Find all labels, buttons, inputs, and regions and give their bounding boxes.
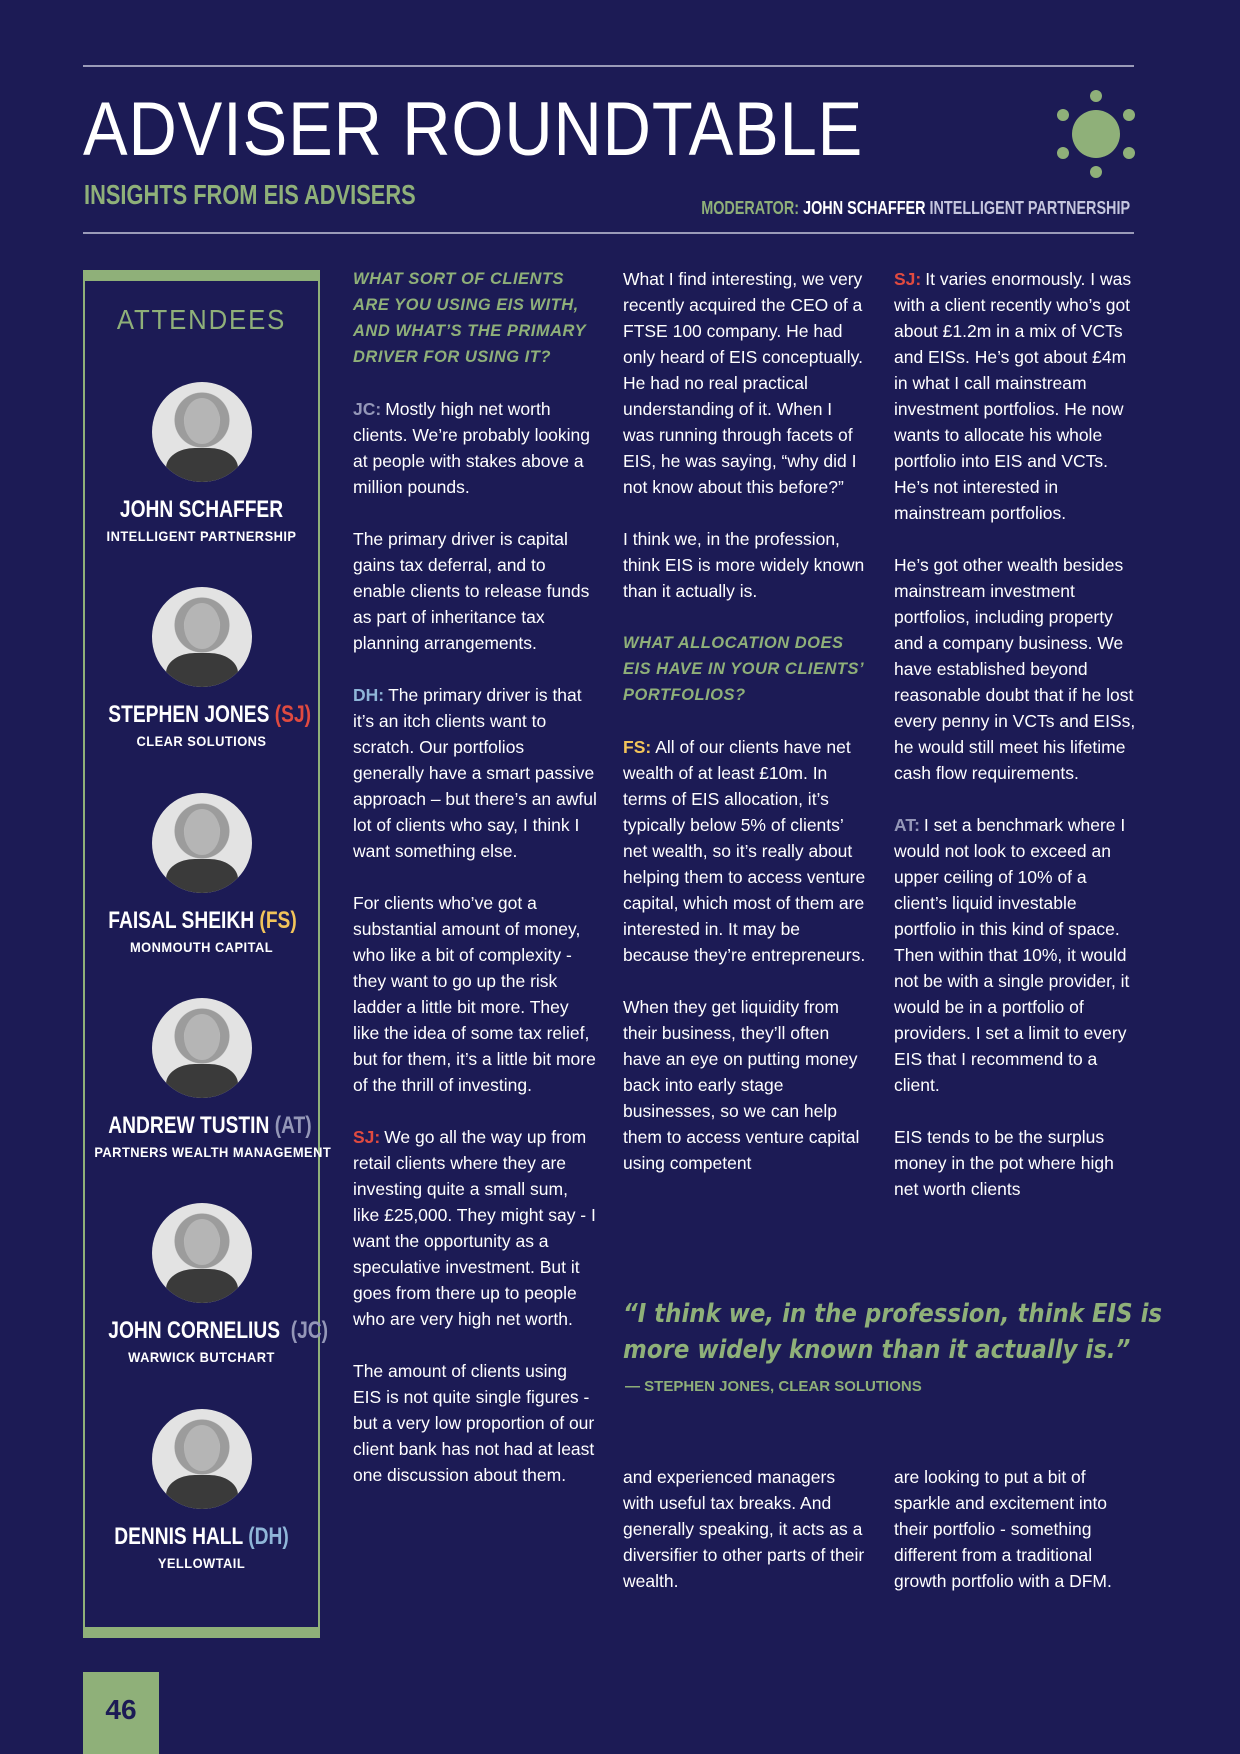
speaker-tag: DH: [353, 685, 385, 705]
panel-bottom-bar [83, 1627, 320, 1638]
page-number: 46 [105, 1694, 137, 1725]
sun-icon [1054, 88, 1138, 180]
paragraph: I think we, in the profession, think EIS is more widely known than it actually is. [623, 529, 865, 601]
pull-quote-line: more widely known than it actually is.” [623, 1335, 1131, 1365]
text-column-2 [623, 266, 868, 1176]
attendee-name: ANDREW TUSTIN (AT) [108, 1112, 312, 1139]
attendee-name: STEPHEN JONES (SJ) [108, 701, 312, 728]
attendee-card [85, 998, 332, 1160]
attendee-org: INTELLIGENT PARTNERSHIP [106, 528, 297, 544]
attendee-name: FAISAL SHEIKH (FS) [108, 907, 297, 934]
header-bottom-rule [83, 232, 1134, 234]
attendees-heading: ATTENDEES [116, 304, 287, 335]
pull-quote [623, 1296, 1163, 1368]
attendee-initials: (AT) [274, 1112, 312, 1139]
paragraph: and experienced managers with useful tax breaks. And generally speaking, it acts as a diversifier to other parts of their wealth. [623, 1467, 865, 1591]
paragraph: JC: Mostly high net worth clients. We’re probably looking at people with stakes above a million pounds. [353, 399, 591, 497]
paragraph: For clients who’ve got a substantial amount of money, who like a bit of complexity - they want to go up the risk ladder a little bit more. They like the idea of some tax relief, but for them, it’s a little bit more of the thrill of investing. [353, 893, 596, 1095]
attendee-org: CLEAR SOLUTIONS [136, 733, 267, 749]
speaker-tag: AT: [894, 815, 920, 835]
attendee-org: MONMOUTH CAPITAL [129, 939, 274, 955]
moderator-name: JOHN SCHAFFER [803, 198, 926, 218]
page-number-box [83, 1672, 159, 1754]
pull-quote-line: “I think we, in the profession, think EIS is [623, 1299, 1163, 1329]
avatar [152, 998, 252, 1098]
paragraph: AT: I set a benchmark where I would not look to exceed an upper ceiling of 10% of a client’s liquid investable portfolio in this kind of space. Then within that 10%, it would not be with a single provider, it would be in a portfolio of providers. I set a limit to every EIS that I recommend to a client. [894, 815, 1130, 1095]
top-rule [83, 65, 1134, 67]
moderator-line [701, 198, 1130, 219]
paragraph: DH: The primary driver is that it’s an itch clients want to scratch. Our portfolios generally have a smart passive approach – but there’s an awful lot of clients who say, I think I want something else. [353, 685, 597, 861]
attendee-card [85, 382, 318, 544]
text-column-3-continued [894, 1464, 1139, 1594]
speaker-tag: SJ: [894, 269, 922, 289]
paragraph: SJ: We go all the way up from retail clients where they are investing quite a small sum, like £25,000. They might say - I want the opportunity as a speculative investment. But it goes from there up to people who are very high net worth. [353, 1127, 596, 1329]
attendee-initials: (FS) [259, 907, 297, 934]
question-heading: WHAT SORT OF CLIENTS ARE YOU USING EIS WITH, AND WHAT’S THE PRIMARY DRIVER FOR USING IT? [353, 270, 586, 366]
paragraph: When they get liquidity from their business, they’ll often have an eye on putting money back into early stage businesses, so we can help them to access venture capital using competent [623, 997, 860, 1173]
paragraph: FS: All of our clients have net wealth of at least £10m. In terms of EIS allocation, it’s typically below 5% of clients’ net wealth, so it’s really about helping them to access venture capital, which most of them are interested in. It may be because they’re entrepreneurs. [623, 737, 866, 965]
avatar [152, 382, 252, 482]
moderator-label: MODERATOR: [701, 198, 800, 218]
avatar [152, 587, 252, 687]
text-column-2-continued [623, 1464, 868, 1594]
attendee-name: JOHN CORNELIUS (JC) [108, 1317, 329, 1344]
page-subtitle: INSIGHTS FROM EIS ADVISERS [84, 179, 416, 210]
panel-top-bar [83, 270, 320, 281]
avatar [152, 1409, 252, 1509]
speaker-tag: JC: [353, 399, 382, 419]
paragraph: The primary driver is capital gains tax deferral, and to enable clients to release funds as part of inheritance tax planning arrangements. [353, 529, 590, 653]
attendee-initials: (DH) [248, 1523, 289, 1550]
paragraph: The amount of clients using EIS is not quite single figures - but a very low proportion of our client bank has not had at least one discussion about them. [353, 1361, 595, 1485]
attendee-org: WARWICK BUTCHART [128, 1349, 275, 1365]
text-column-1 [353, 266, 598, 1488]
attendee-card [85, 793, 318, 955]
moderator-org: INTELLIGENT PARTNERSHIP [929, 198, 1130, 218]
paragraph: SJ: It varies enormously. I was with a client recently who’s got about £1.2m in a mix of VCTs and EISs. He’s got about £4m in what I call mainstream investment portfolios. He now wants to allocate his whole portfolio into EIS and VCTs. He’s not interested in mainstream portfolios. [894, 269, 1132, 523]
speaker-tag: FS: [623, 737, 652, 757]
attendees-panel [83, 270, 332, 1638]
attendee-org: YELLOWTAIL [157, 1555, 246, 1571]
attendee-org: PARTNERS WEALTH MANAGEMENT [94, 1144, 332, 1160]
attendee-card [85, 1203, 329, 1365]
attendee-name: DENNIS HALL (DH) [114, 1523, 289, 1550]
paragraph: He’s got other wealth besides mainstream investment portfolios, including property and a company business. We have established beyond reasonable doubt that if he lost every penny in VCTs and EISs, he would still meet his lifetime cash flow requirements. [894, 555, 1136, 783]
pull-quote-attribution: — STEPHEN JONES, CLEAR SOLUTIONS [625, 1378, 922, 1395]
text-column-3 [894, 266, 1139, 1202]
attendee-initials: (JC) [290, 1317, 329, 1344]
avatar [152, 793, 252, 893]
speaker-tag: SJ: [353, 1127, 381, 1147]
attendee-card [85, 1409, 318, 1571]
attendee-card [85, 587, 318, 749]
page-title: ADVISER ROUNDTABLE [83, 87, 864, 172]
paragraph: are looking to put a bit of sparkle and excitement into their portfolio - something different from a traditional growth portfolio with a DFM. [894, 1467, 1112, 1591]
attendee-name: JOHN SCHAFFER [119, 496, 284, 523]
paragraph: EIS tends to be the surplus money in the pot where high net worth clients [894, 1127, 1114, 1199]
attendee-initials: (SJ) [274, 701, 312, 728]
paragraph: What I find interesting, we very recently acquired the CEO of a FTSE 100 company. He had only heard of EIS conceptually. He had no real practical understanding of it. When I was running through facets of EIS, he was saying, “why did I not know about this before?” [623, 269, 863, 497]
avatar [152, 1203, 252, 1303]
question-heading: WHAT ALLOCATION DOES EIS HAVE IN YOUR CLIENTS’ PORTFOLIOS? [623, 634, 864, 704]
